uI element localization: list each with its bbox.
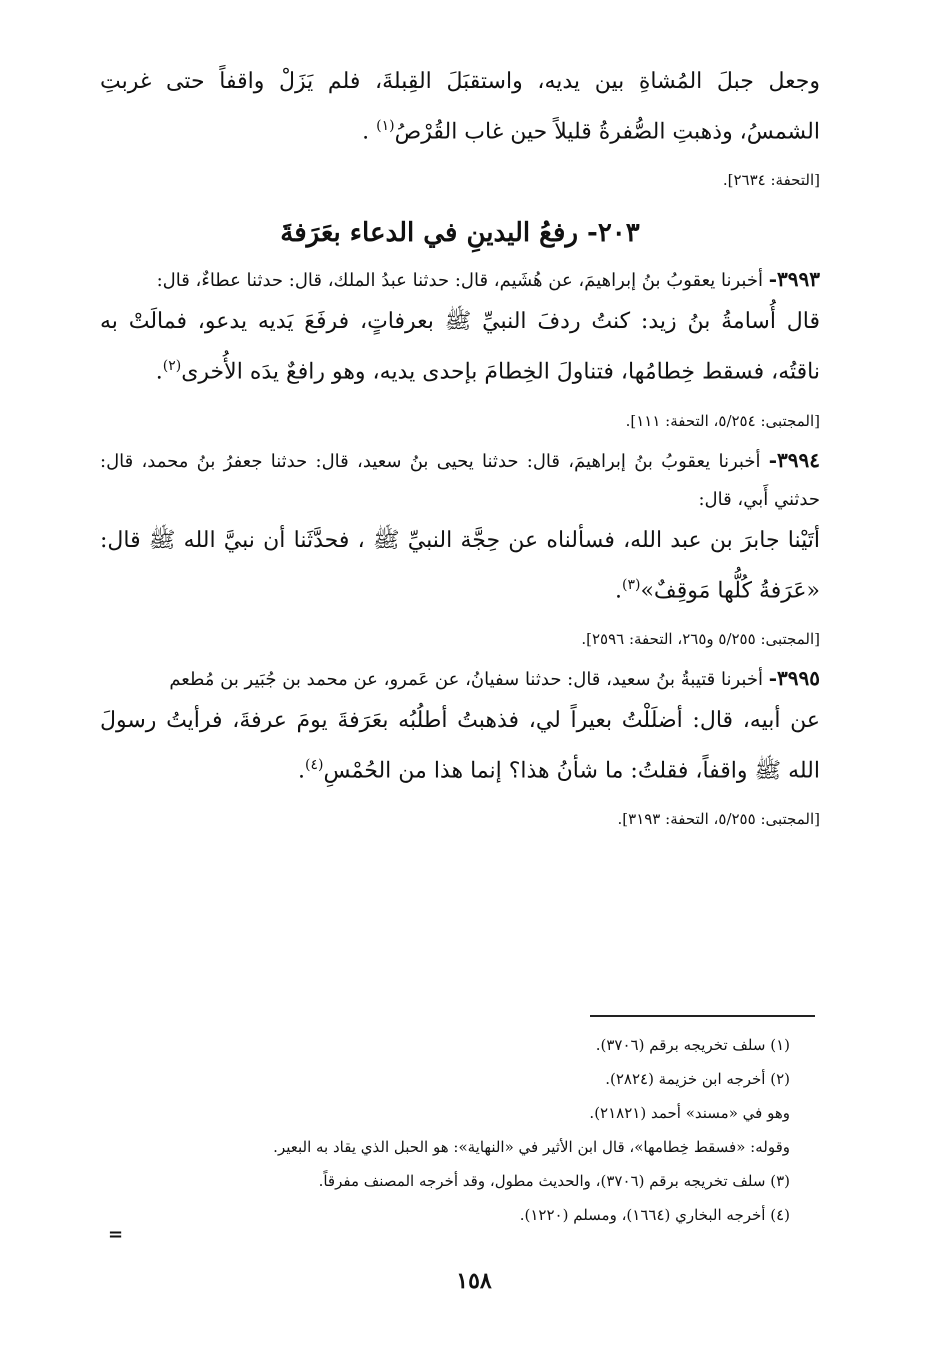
hadith-matn: [100, 699, 820, 793]
opening-end: .: [362, 119, 377, 145]
footnote-3: (٣) سلف تخريجه برقم (٣٧٠٦)، والحديث مطول، وقد أخرجه المصنف مفرقاً.: [318, 1172, 790, 1190]
matn-end: .: [155, 359, 163, 385]
footnote-4: (٤) أخرجه البخاري (١٦٦٤)، ومسلم (١٢٢٠).: [519, 1206, 790, 1224]
opening-paragraph: [100, 60, 820, 154]
hadith-number: ٣٩٩٣-: [768, 267, 820, 292]
footnote-2-continued: وقوله: «فسقط خِطامها»، قال ابن الأثير في «النهاية»: هو الحبل الذي يقاد به البعير.: [273, 1138, 790, 1156]
footnote-marker: (٤): [305, 756, 324, 773]
hadith-isnad: [100, 659, 820, 699]
footnote-marker: (٣): [622, 576, 641, 593]
chapter-heading: ٢٠٣- رفعُ اليدينِ في الدعاء بعَرَفةَ: [280, 218, 640, 249]
matn-text: أتَيْنا جابرَ بن عبد الله، فسألناه عن حِجَّة النبيِّ ﷺ ، فحدَّثَنا أن نبيَّ الله ﷺ قال: «عَرَفةُ كُلُّها مَوقِفٌ»: [100, 527, 820, 603]
matn-end: .: [298, 758, 306, 784]
footnote-marker: (١): [376, 118, 395, 134]
reference-line: [التحفة: ٢٦٣٤].: [722, 171, 820, 190]
hadith-number: ٣٩٩٤-: [768, 447, 820, 472]
hadith-matn: [100, 519, 820, 613]
footnote-2: (٢) أخرجه ابن خزيمة (٢٨٢٤).: [605, 1070, 790, 1088]
opening-text: وجعل جبلَ المُشاةِ بين يديه، واستقبَلَ القِبلةَ، فلم يَزَلْ واقفاً حتى غربتِ الشمسُ، وذهبتِ الصُّفرةُ قليلاً حين غاب القُرْصُ: [100, 69, 820, 145]
page-number: ١٥٨: [456, 1268, 492, 1294]
footnotes: [100, 1028, 820, 1232]
footnote-1: (١) سلف تخريجه برقم (٣٧٠٦).: [595, 1036, 790, 1054]
page-body: [100, 60, 820, 839]
hadith-isnad: [100, 260, 820, 300]
matn-end: .: [615, 577, 622, 603]
reference-line: [المجتبى: ٥/٢٥٥، التحفة: ٣١٩٣].: [617, 810, 820, 829]
footnote-2-continued: وهو في «مسند» أحمد (٢١٨٢١).: [589, 1104, 790, 1122]
footnote-separator: [590, 1015, 815, 1017]
hadith-number: ٣٩٩٥-: [768, 665, 820, 690]
matn-text: عن أبيه، قال: أضلَلْتُ بعيراً لي، فذهبتُ أطلُبُه بعَرَفةَ يومَ عرفةَ، فرأيتُ رسولَ الله ﷺ واقفاً، فقلتُ: ما شأنُ هذا؟ إنما هذا من الحُمْسِ: [100, 707, 820, 784]
reference-line: [المجتبى: ٥/٢٥٤، التحفة: ١١١].: [625, 411, 820, 430]
matn-text: قال أُسامةُ بنُ زيد: كنتُ ردفَ النبيِّ ﷺ بعرفاتٍ، فرفَعَ يَديه يدعو، فمالَتْ به ناقتُه، فسقط خِطامُها، فتناولَ الخِطامَ بإحدى يديه، وهو رافعٌ يدَه الأُخرى: [100, 309, 820, 385]
hadith-isnad: [100, 441, 820, 519]
footnote-marker: (٢): [162, 358, 182, 375]
isnad-text: أخبرنا يعقوبُ بنُ إبراهيمَ، عن هُشَيم، قال: حدثنا عبدُ الملك، قال: حدثنا عطاءٌ، قال:: [156, 270, 769, 292]
isnad-text: أخبرنا يعقوبُ بنُ إبراهيمَ، قال: حدثنا يحيى بنُ سعيد، قال: حدثنا جعفرُ بنُ محمد، قال: حدثني أَبي، قال:: [100, 450, 820, 510]
continuation-mark: =: [108, 1224, 124, 1245]
hadith-matn: [100, 300, 820, 394]
isnad-text: أخبرنا قتيبةُ بنُ سعيد، قال: حدثنا سفيانُ، عن عَمرو، عن محمد بن جُبَير بن مُطعم: [169, 668, 769, 690]
reference-line: [المجتبى: ٥/٢٥٥ و٢٦٥، التحفة: ٢٥٩٦].: [581, 629, 820, 648]
